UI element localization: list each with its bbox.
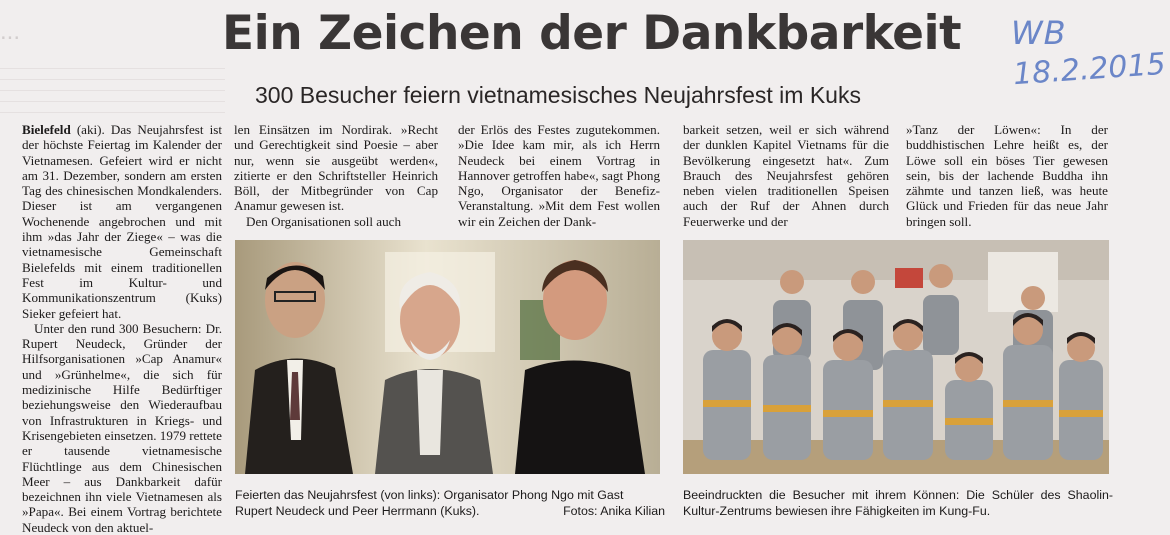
photo-kung-fu-illustration [683, 240, 1109, 474]
handwritten-date-stamp [1005, 14, 1170, 94]
stamp-paper: WB [1011, 14, 1067, 52]
paragraph: Den Organisationen soll auch [246, 213, 402, 229]
article-column-2 [234, 122, 438, 229]
paragraph: der Erlös des Festes zugutekommen. »Die Idee kam mir, als ich Herrn Neudeck bei einem Vortrag in Hannover getroffen habe«, sagt Phong Ngo, Organisator der Benefiz-Veranstaltung. »Mit dem Fest wollen wir ein Zeichen der Dank- [458, 122, 660, 229]
photo-guests-caption [235, 487, 665, 519]
caption-line: Feierten das Neujahrsfest (von links): Organisator Phong Ngo mit Gast [235, 488, 624, 502]
paragraph: Bielefeld (aki). Das Neujahrsfest ist der höchste Feiertag im Kalender der Vietnamesen. Gefeiert wird er nicht am 31. Dezember, sondern am ersten Tag des chinesischen Mondkalenders. Dieser ist am vergangenen Wochenende angebrochen und mit ihm »das Jahr der Ziege« – was die vietnamesische Gemeinschaft Bielefelds mit einem traditionellen Fest im Kultur- und Kommunikationszentrum (Kuks) Sieker gefeiert hat. [22, 122, 222, 321]
paragraph: barkeit setzen, weil er sich während der dunklen Kapitel Vietnams für die Bevölkerung eingesetzt hat«. Zum Brauch des Neujahrsfest gehören neben vielen traditionellen Speisen auch der Ruf der Ahnen durch Feuerwerke und der [683, 122, 889, 229]
photo-kung-fu-students [683, 240, 1109, 474]
photo-credit: Fotos: Anika Kilian [563, 504, 665, 518]
headline: Ein Zeichen der Dankbarkeit [222, 6, 962, 61]
paragraph: len Einsätzen im Nordirak. »Recht und Gerechtigkeit sind Poesie – aber nur, wenn sie ausgeübt werden«, zitierte er den Schriftsteller Heinrich Böll, der Mitbegründer von Cap Anamur gewesen ist. [234, 122, 438, 214]
stamp-date: 18.2.2015 [1011, 46, 1167, 93]
article-column-5 [906, 122, 1108, 229]
subheadline: 300 Besucher feiern vietnamesisches Neujahrsfest im Kuks [255, 82, 861, 108]
article-column-4 [683, 122, 889, 229]
bleed-through-lines [0, 58, 225, 118]
paragraph: »Tanz der Löwen«: In der buddhistischen Lehre heißt es, der Löwe soll ein böses Tier gewesen sein, bis der lachende Buddha ihn zähmte und tanzen ließ, was heute Glück und Frieden für das neue Jahr bringen soll. [906, 122, 1108, 229]
article-column-1 [22, 122, 222, 535]
photo-kung-fu-caption: Beeindruckten die Besucher mit ihrem Können: Die Schüler des Shaolin-Kultur-Zentrums bewiesen ihre Fähigkeiten im Kung-Fu. [683, 488, 1113, 518]
photo-guests [235, 240, 660, 474]
paragraph: Unter den rund 300 Besuchern: Dr. Rupert Neudeck, Gründer der Hilfsorganisationen »Cap Anamur« und »Grünhelme«, die sich für medizinische Hilfe Bedürftiger beziehungsweise den Wiederaufbau von Infrastrukturen in Kriegs- und Krisengebieten einsetzen. 1979 rettete er tausende vietnamesische Flüchtlinge aus dem Chinesischen Meer – aus Dankbarkeit dafür bezeichnen ihn viele Vietnamesen als »Papa«. Bei einem Vortrag berichtete Neudeck von den aktuel- [22, 320, 222, 535]
dateline: Bielefeld [22, 122, 71, 137]
photo-guests-illustration [235, 240, 660, 474]
article-column-3 [458, 122, 660, 229]
caption-line: Rupert Neudeck und Peer Herrmann (Kuks). Fotos: Anika Kilian [235, 504, 665, 518]
bleed-through-text: ... [0, 18, 21, 45]
